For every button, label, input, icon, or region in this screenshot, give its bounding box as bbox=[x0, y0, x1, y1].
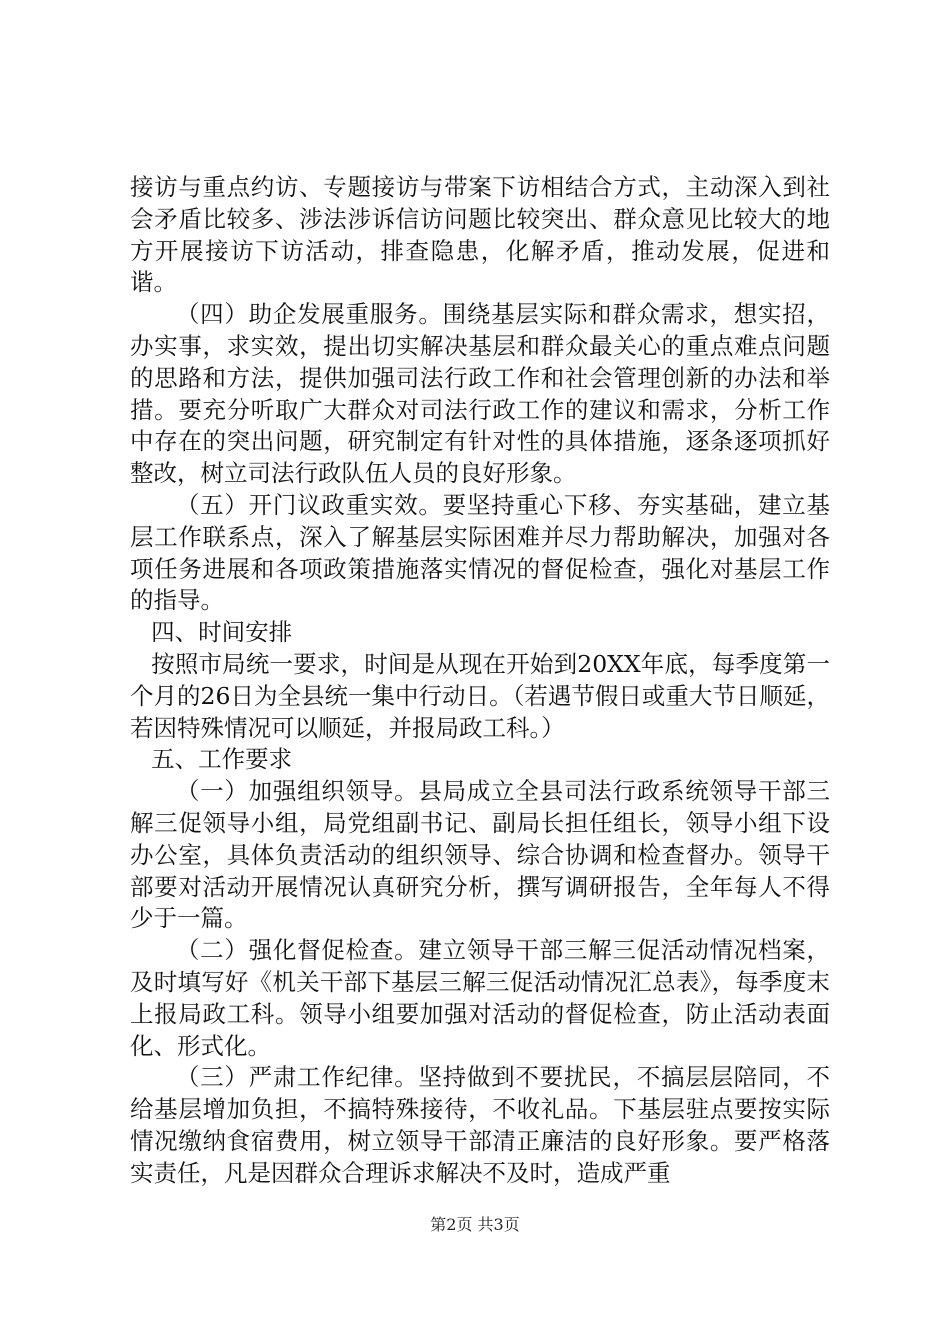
paragraph-requirement-1: （一）加强组织领导。县局成立全县司法行政系统领导干部三解三促领导小组，局党组副书记、副局长担任组长，领导小组下设办公室，具体负责活动的组织领导、综合协调和检查督办。领导干部要对活动开展情况认真研究分析，撰写调研报告，全年每人不得少于一篇。 bbox=[130, 777, 830, 933]
paragraph-requirement-3: （三）严肃工作纪律。坚持做到不要扰民，不搞层层陪同，不给基层增加负担，不搞特殊接待，不收礼品。下基层驻点要按实际情况缴纳食宿费用，树立领导干部清正廉洁的良好形象。要严格落实责任，凡是因群众合理诉求解决不及时，造成严重 bbox=[130, 1063, 830, 1187]
document-body bbox=[130, 172, 830, 1190]
paragraph-requirement-2: （二）强化督促检查。建立领导干部三解三促活动情况档案，及时填写好《机关干部下基层三解三促活动情况汇总表》，每季度末上报局政工科。领导小组要加强对活动的督促检查，防止活动表面化、形式化。 bbox=[130, 936, 830, 1060]
section-heading-schedule: 四、时间安排 bbox=[151, 618, 293, 647]
page-number-footer: 第2页 共3页 bbox=[430, 1215, 520, 1234]
paragraph-item-4: （四）助企发展重服务。围绕基层实际和群众需求，想实招，办实事，求实效，提出切实解决基层和群众最关心的重点难点问题的思路和方法，提供加强司法行政工作和社会管理创新的办法和举措。要充分听取广大群众对司法行政工作的建议和需求，分析工作中存在的突出问题，研究制定有针对性的具体措施，逐条逐项抓好整改，树立司法行政队伍人员的良好形象。 bbox=[130, 300, 830, 488]
section-heading-requirements: 五、工作要求 bbox=[151, 745, 293, 774]
paragraph-continued: 接访与重点约访、专题接访与带案下访相结合方式，主动深入到社会矛盾比较多、涉法涉诉信访问题比较突出、群众意见比较大的地方开展接访下访活动，排查隐患，化解矛盾，推动发展，促进和谐。 bbox=[130, 173, 830, 297]
paragraph-item-5: （五）开门议政重实效。要坚持重心下移、夯实基础，建立基层工作联系点，深入了解基层实际困难并尽力帮助解决，加强对各项任务进展和各项政策措施落实情况的督促检查，强化对基层工作的指导。 bbox=[130, 490, 830, 615]
paragraph-schedule: 按照市局统一要求，时间是从现在开始到20XX年底，每季度第一个月的26日为全县统一集中行动日。（若遇节假日或重大节日顺延，若因特殊情况可以顺延，并报局政工科。） bbox=[130, 649, 830, 742]
